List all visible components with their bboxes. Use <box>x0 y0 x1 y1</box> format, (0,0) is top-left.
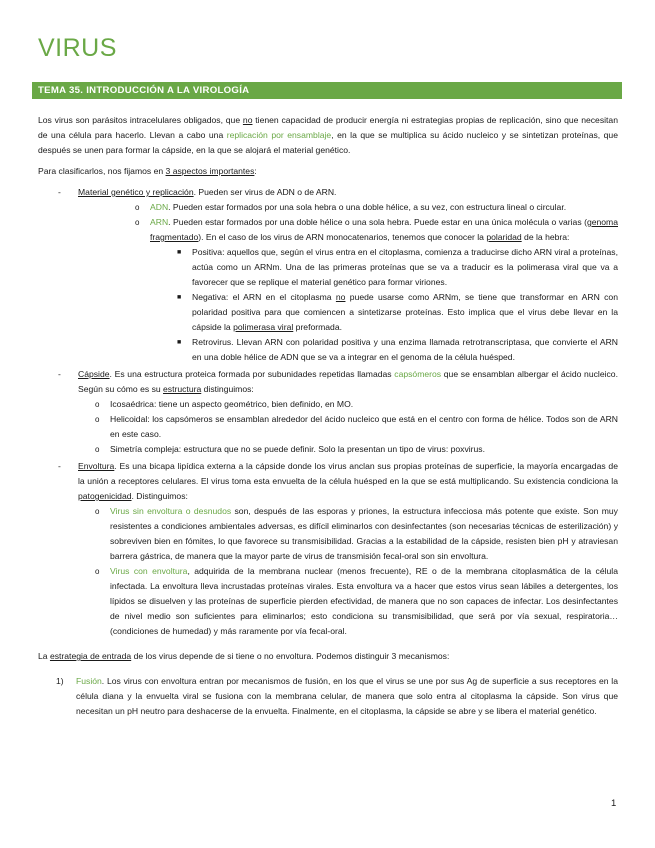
classify-paragraph: Para clasificarlos, nos fijamos en 3 aspectos importantes: <box>38 166 257 176</box>
list-item-capsid: - Cápside. Es una estructura proteica formada por subunidades repetidas llamadas capsómeros que se ensamblan albergar el ácido nucleico. Según su cómo es su estructura distinguimos: o Icosaédrica: tiene un aspecto geométrico, bien definido, en MO. o Helicoidal: los capsómeros se ensamblan alrededor del ácido nucleico que está en el centro con forma de hélice. Todos son de ARN en este caso. o Simetría compleja: estructura que no se puede definir. Solo la presentan un tipo de virus: poxvirus. <box>38 367 618 457</box>
aspects-list <box>38 185 618 639</box>
circle-bullet: o <box>95 567 100 576</box>
circle-bullet: o <box>135 203 140 212</box>
list-item-arn: o ARN. Pueden estar formados por una doble hélice o una sola hebra. Puede estar en una única molécula o varias (genoma fragmentado). En el caso de los virus de ARN monocatenarios, tenemos que conocer la polaridad de la hebra: ■ Positiva: aquellos que, según el virus entra en el citoplasma, comienza a traducirse dicho ARN viral a proteínas, actúa como un ARNm. Una de las primeras proteínas que se va a traducir es la polimerasa viral que va a favorecer que se replique el material genético para formar viriones. ■ Negativa: el ARN en el citoplasma no puede usarse como ARNm, se tiene que transformar en ARN con polaridad positiva para que comiencen a sintetizarse proteínas. Esto implica que el virus debe llevar en la cápside la polimerasa viral preformada. ■ Retrovirus. Llevan ARN con polaridad positiva y una enzima llamada retrotranscriptasa, que convierte el ARN en una doble hélice de ADN que se va a integrar en el genoma de la célula huésped. <box>78 215 618 365</box>
circle-bullet: o <box>95 415 100 424</box>
square-bullet: ■ <box>177 249 182 256</box>
circle-bullet: o <box>95 507 100 516</box>
list-item-enveloped-virus: o Virus con envoltura, adquirida de la membrana nuclear (menos frecuente), RE o de la membrana citoplasmática de la célula infectada. La envoltura lleva incrustadas proteínas virales. Esta envoltura va a hacer que estos virus sean lábiles a detergentes, los lípidos se disuelven y las proteínas de superficie pierden efectividad, de manera que no son capaces de infectar. Los desinfectantes de nivel medio son suficientes para eliminarlos; esto condiciona su transmisibilidad, que será por vía sexual, respiratoria… (condiciones de humedad) y más raramente por vía fecal-oral. <box>95 566 618 636</box>
list-item-helical: o Helicoidal: los capsómeros se ensamblan alrededor del ácido nucleico que está en el centro con forma de hélice. Todos son de ARN en este caso. <box>95 414 618 439</box>
list-item-genetic: - Material genético y replicación. Pueden ser virus de ADN o de ARN. o ADN. Pueden estar formados por una sola hebra o una doble hélice, a su vez, con estructura lineal o circular. o ARN. Pueden estar formados por una doble hélice o una sola hebra. Puede estar en una única molécula o varias (genoma fragmentado). En el caso de los virus de ARN monocatenarios, tenemos que conocer la polaridad de la hebra: ■ Positiva: aquellos que, según el virus entra en el citoplasma, comienza a traducirse dicho ARN viral a proteínas, actúa como un ARNm. Una de las primeras proteínas que se va a traducir es la polimerasa viral que va a favorecer que se replique el material genético para formar viriones. ■ Negativa: el ARN en el citoplasma no puede usarse como ARNm, se tiene que transformar en ARN con polaridad positiva para que comiencen a sintetizarse proteínas. Esto implica que el virus debe llevar en la cápside la polimerasa viral preformada. ■ Retrovirus. Llevan ARN con polaridad positiva y una enzima llamada retrotranscriptasa, que convierte el ARN en una doble hélice de ADN que se va a integrar en el genoma de la célula huésped. <box>38 185 618 365</box>
list-item-positive: ■ Positiva: aquellos que, según el virus entra en el citoplasma, comienza a traducirse dicho ARN viral a proteínas, actúa como un ARNm. Una de las primeras proteínas que se va a traducir es la polimerasa viral que va a favorecer que se replique el material genético para formar viriones. <box>177 247 618 287</box>
circle-bullet: o <box>135 218 140 227</box>
list-item-retrovirus: ■ Retrovirus. Llevan ARN con polaridad positiva y una enzima llamada retrotranscriptasa, que convierte el ARN en una doble hélice de ADN que se va a integrar en el genoma de la célula huésped. <box>177 337 618 362</box>
circle-bullet: o <box>95 445 100 454</box>
list-item-complex: o Simetría compleja: estructura que no se puede definir. Solo la presentan un tipo de virus: poxvirus. <box>38 442 618 457</box>
dash-bullet: - <box>58 369 61 379</box>
square-bullet: ■ <box>177 339 182 346</box>
mechanisms-list <box>38 674 618 719</box>
page-number: 1 <box>611 798 617 809</box>
list-item-envelope: - Envoltura. Es una bicapa lipídica externa a la cápside donde los virus anclan sus propias proteínas de superficie, la mayoría encargadas de la unión a receptores celulares. El virus toma esta envuelta de la célula huésped en la que se está multiplicando. Su existencia condiciona la patogenicidad. Distinguimos: o Virus sin envoltura o desnudos son, después de las esporas y priones, la estructura infecciosa más potente que existe. Son muy resistentes a condiciones ambientales adversas, es difícil eliminarlos con desinfectantes (son necesarias técnicas de esterilización) y sobreviven bien en fómites, lo que favorece su transmisibilidad. Gracias a la estabilidad de la cápside, resisten bien pH y atraviesan barrera gástrica, de manera que la mayor parte de virus de transmisión fecal-oral son sin envoltura. o Virus con envoltura, adquirida de la membrana nuclear (menos frecuente), RE o de la membrana citoplasmática de la célula infectada. La envoltura lleva incrustadas proteínas virales. Esta envoltura va a hacer que estos virus sean lábiles a detergentes, los lípidos se disuelven y las proteínas de superficie pierden efectividad, de manera que no son capaces de infectar. Los desinfectantes de nivel medio son suficientes para eliminarlos; esto condiciona su transmisibilidad, que será por vía sexual, respiratoria… (condiciones de humedad) y más raramente por vía fecal-oral. <box>38 459 618 639</box>
list-item-negative: ■ Negativa: el ARN en el citoplasma no puede usarse como ARNm, se tiene que transformar en ARN con polaridad positiva para que comiencen a sintetizarse proteínas. Esto implica que el virus debe llevar en la cápside la polimerasa viral preformada. <box>177 292 618 332</box>
document-title: VIRUS <box>38 34 117 62</box>
entry-paragraph: La estrategia de entrada de los virus depende de si tiene o no envoltura. Podemos distinguir 3 mecanismos: <box>38 651 450 661</box>
dash-bullet: - <box>58 461 61 471</box>
square-bullet: ■ <box>177 294 182 301</box>
document-body <box>38 113 618 719</box>
intro-paragraph: Los virus son parásitos intracelulares obligados, que no tienen capacidad de producir energía ni estrategias propias de replicación, sino que necesitan de una célula para hacerlo. Llevan a cabo una replicación por ensamblaje, en la que se multiplica su ácido nucleico y se sintetizan proteínas, que después se unen para formar la cápside, en la que se alojará el material genético. <box>38 115 618 155</box>
list-item-naked-virus: o Virus sin envoltura o desnudos son, después de las esporas y priones, la estructura infecciosa más potente que existe. Son muy resistentes a condiciones ambientales adversas, es difícil eliminarlos con desinfectantes (son necesarias técnicas de esterilización) y sobreviven bien en fómites, lo que favorece su transmisibilidad. Gracias a la estabilidad de la cápside, resisten bien pH y atraviesan barrera gástrica, de manera que la mayor parte de virus de transmisión fecal-oral son sin envoltura. <box>95 506 618 561</box>
list-item-adn: o ADN. Pueden estar formados por una sola hebra o una doble hélice, a su vez, con estructura lineal o circular. <box>78 200 618 215</box>
section-banner: TEMA 35. INTRODUCCIÓN A LA VIROLOGÍA <box>32 82 622 99</box>
number-marker: 1) <box>56 676 64 686</box>
dash-bullet: - <box>58 187 61 197</box>
circle-bullet: o <box>95 400 100 409</box>
list-item-icosahedral: o Icosaédrica: tiene un aspecto geométrico, bien definido, en MO. <box>38 397 618 412</box>
highlight-term: replicación por ensamblaje <box>226 130 332 140</box>
list-item-fusion: 1) Fusión. Los virus con envoltura entran por mecanismos de fusión, en los que el virus se une por sus Ag de superficie a sus receptores en la célula diana y la envuelta viral se fusiona con la membrana celular, de manera que solo entra al citoplasma la cápside. Son virus que necesitan un pH neutro para deshacerse de la envuelta. Finalmente, en el citoplasma, la cápside se abre y se libera el material genético. <box>56 676 618 716</box>
